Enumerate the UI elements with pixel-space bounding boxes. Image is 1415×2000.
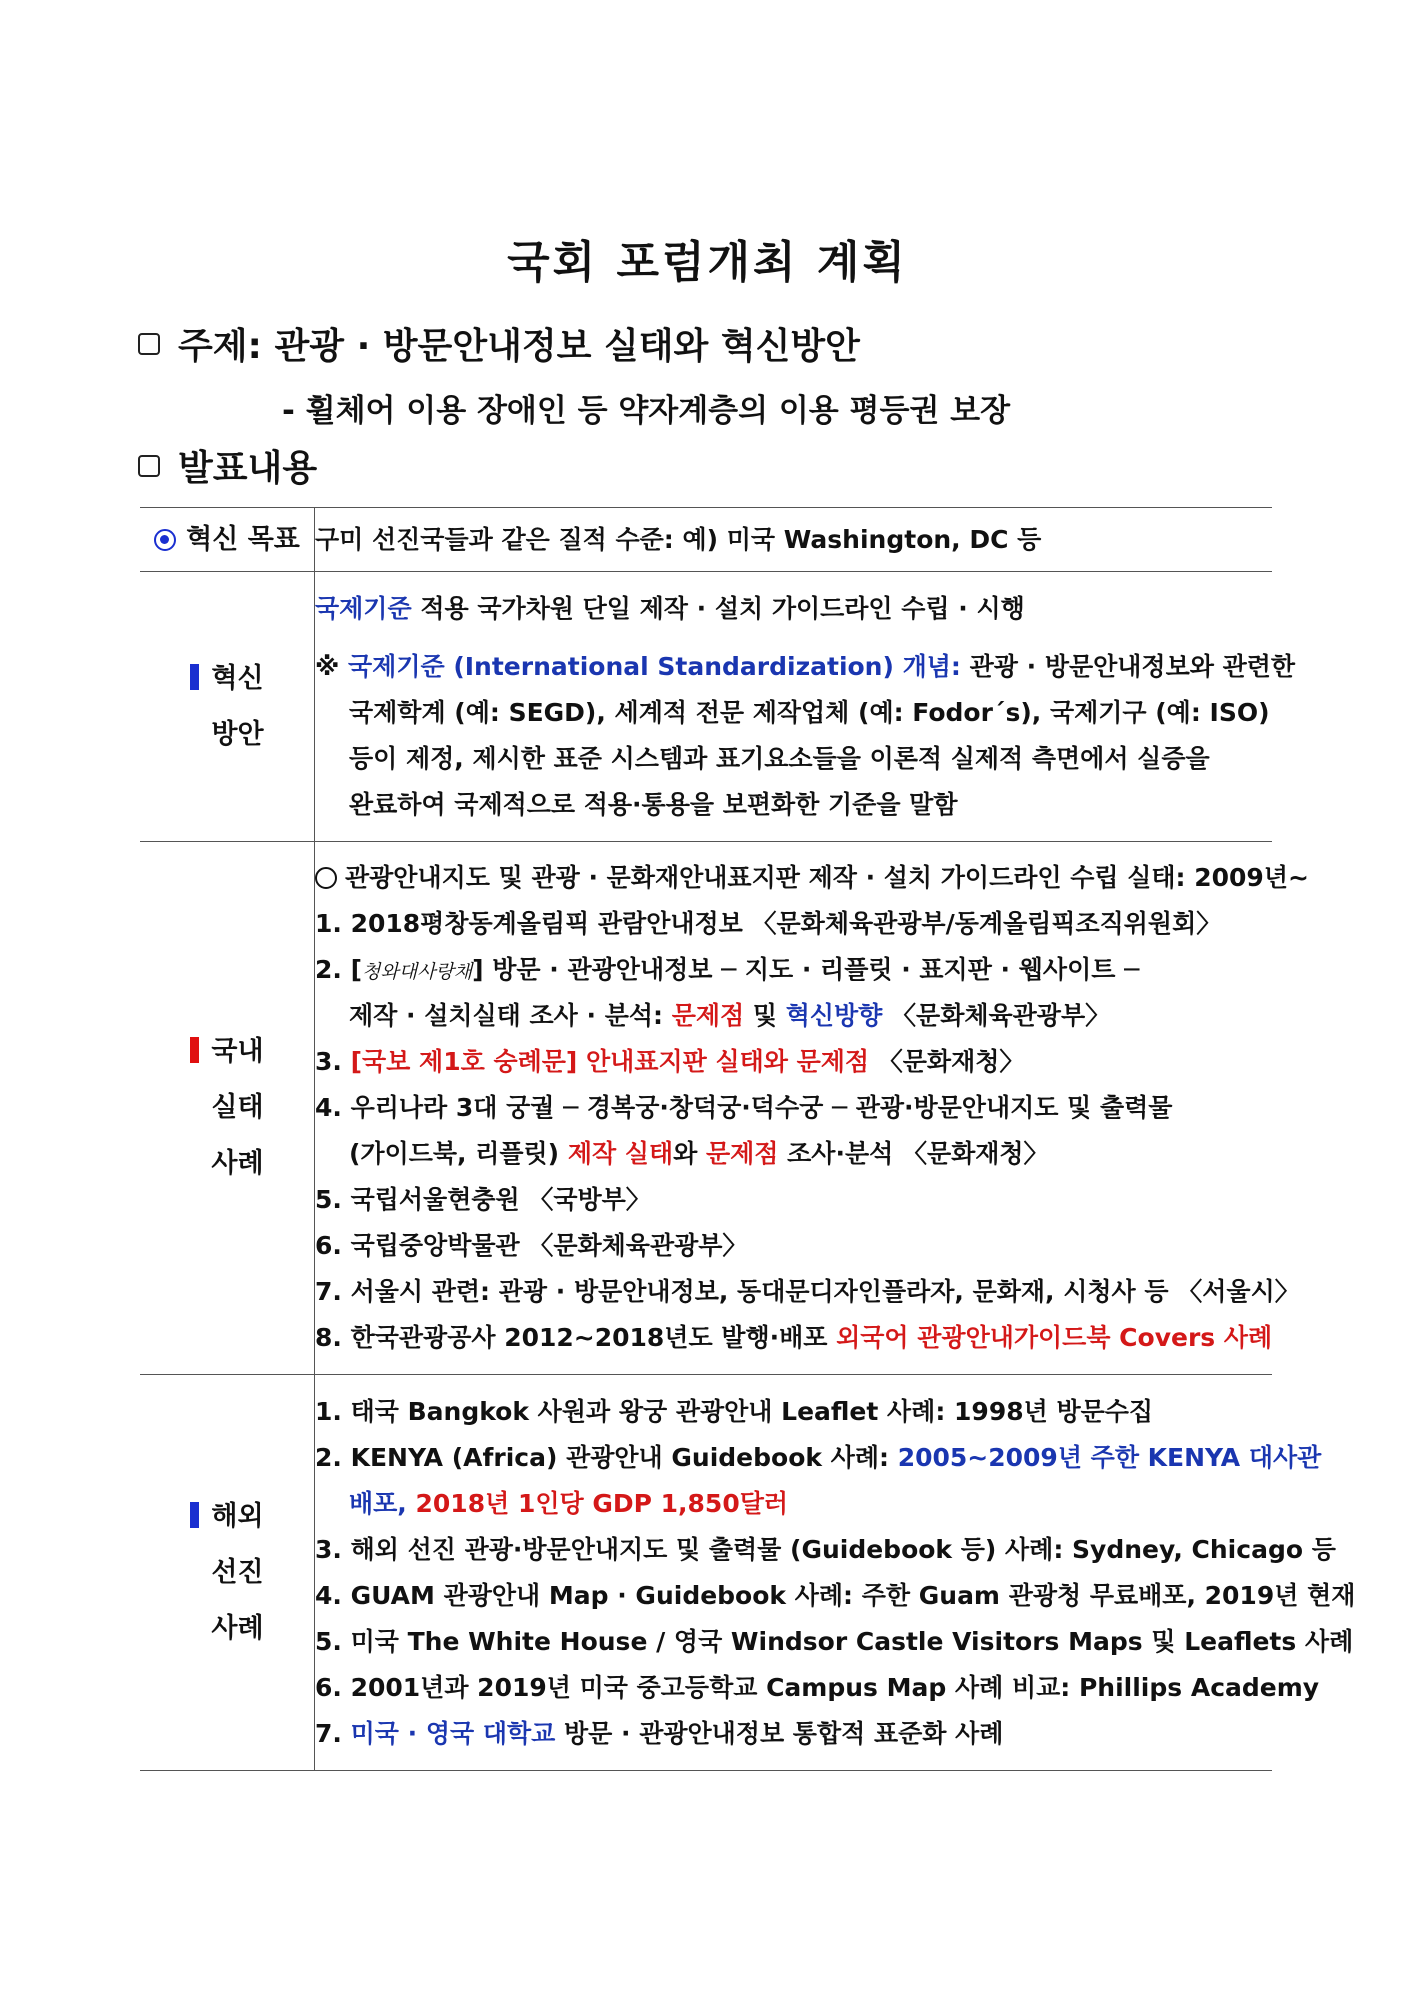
content-heading-text: 발표내용	[178, 448, 318, 489]
checkbox-icon	[138, 333, 160, 355]
plan-label-2: 방안	[211, 718, 264, 750]
plan-label-cell	[140, 572, 315, 842]
list-item: 제작 · 설치실태 조사 · 분석: 문제점 및 혁신방향 〈문화체육관광부〉	[349, 1001, 1111, 1030]
list-item: (가이드북, 리플릿) 제작 실태와 문제점 조사·분석 〈문화재청〉	[349, 1139, 1049, 1168]
table-row-plan	[140, 572, 1272, 842]
goal-label: 혁신 목표	[186, 523, 300, 555]
note-mark: ※	[315, 651, 349, 681]
topic-heading	[138, 318, 860, 369]
domestic-head	[315, 855, 1309, 901]
plan-content-cell	[315, 572, 1296, 842]
list-item: 6. 2001년과 2019년 미국 중고등학교 Campus Map 사례 비교: Phillips Academy	[315, 1672, 1320, 1702]
list-item: 1. 태국 Bangkok 사원과 왕궁 관광안내 Leaflet 사례: 1998년 방문수집	[315, 1396, 1154, 1426]
goal-label-cell	[140, 508, 315, 572]
content-heading	[138, 440, 317, 491]
radio-bullet-icon	[154, 529, 176, 551]
list-item: 7. 미국 · 영국 대학교 방문 · 관광안내정보 통합적 표준화 사례	[315, 1718, 1004, 1748]
list-item: 6. 국립중앙박물관 〈문화체육관광부〉	[315, 1231, 748, 1260]
overseas-label-2: 선진	[211, 1556, 264, 1588]
plan-line-1	[315, 586, 1272, 632]
blue-bar-icon	[190, 664, 199, 690]
plan-note-line-3: 등이 제정, 제시한 표준 시스템과 표기요소들을 이론적 실제적 측면에서 실증을	[349, 743, 1210, 773]
circle-bullet-icon	[315, 867, 337, 889]
topic-text: 주제: 관광 · 방문안내정보 실태와 혁신방안	[178, 326, 860, 367]
red-bar-icon	[190, 1037, 199, 1063]
plan-note-line-2: 국제학계 (예: SEGD), 세계적 전문 제작업체 (예: Fodor´s), 국제기구 (예: ISO)	[349, 697, 1270, 727]
list-item: 4. GUAM 관광안내 Map · Guidebook 사례: 주한 Guam 관광청 무료배포, 2019년 현재	[315, 1580, 1356, 1610]
list-item: 7. 서울시 관련: 관광 · 방문안내정보, 동대문디자인플라자, 문화재, 시청사 등 〈서울시〉	[315, 1277, 1300, 1306]
plan-line-1-highlight: 국제기준	[315, 593, 412, 623]
plan-table	[140, 507, 1356, 1771]
topic-subtitle: - 휠체어 이용 장애인 등 약자계층의 이용 평등권 보장	[282, 393, 1011, 429]
list-item: 2. KENYA (Africa) 관광안내 Guidebook 사례: 2005~2009년 주한 KENYA 대사관	[315, 1442, 1322, 1472]
list-item: 2. [청와대사랑채] 방문 · 관광안내정보 ─ 지도 · 리플릿 · 표지판 · 웹사이트 ─	[315, 955, 1140, 984]
table-row-overseas	[140, 1375, 1272, 1771]
plan-label-1: 혁신	[211, 662, 264, 694]
note-highlight: 국제기준 (International Standardization) 개념:	[348, 651, 961, 681]
goal-content-cell	[315, 508, 1273, 572]
plan-note-line-4: 완료하여 국제적으로 적용·통용을 보편화한 기준을 말함	[349, 789, 958, 819]
overseas-label-3: 사례	[211, 1612, 264, 1644]
list-item: 5. 미국 The White House / 영국 Windsor Castle Visitors Maps 및 Leaflets 사례	[315, 1626, 1354, 1656]
list-item: 3. [국보 제1호 숭례문] 안내표지판 실태와 문제점 〈문화재청〉	[315, 1047, 1025, 1076]
note-text: 관광 · 방문안내정보와 관련한	[960, 651, 1296, 681]
overseas-content-cell	[315, 1375, 1356, 1771]
table-row-domestic	[140, 842, 1272, 1375]
handwritten-logo: 청와대사랑채	[362, 961, 473, 983]
list-item: 8. 한국관광공사 2012~2018년도 발행·배포 외국어 관광안내가이드북 Covers 사례	[315, 1323, 1273, 1352]
domestic-label-2: 실태	[211, 1092, 264, 1123]
list-item: 4. 우리나라 3대 궁궐 ─ 경복궁·창덕궁·덕수궁 ─ 관광·방문안내지도 및 출력물	[315, 1093, 1173, 1122]
domestic-label-1: 국내	[211, 1036, 264, 1067]
list-item: 3. 해외 선진 관광·방문안내지도 및 출력물 (Guidebook 등) 사례: Sydney, Chicago 등	[315, 1534, 1336, 1564]
blue-bar-icon	[190, 1502, 199, 1528]
domestic-content-cell	[315, 842, 1309, 1375]
list-item: 1. 2018평창동계올림픽 관람안내정보 〈문화체육관광부/동계올림픽조직위원회〉	[315, 909, 1222, 938]
plan-note-line-1	[315, 644, 1296, 690]
domestic-label-cell	[140, 842, 315, 1375]
page-title: 국회 포럼개최 계획	[507, 237, 908, 288]
list-item: 배포, 2018년 1인당 GDP 1,850달러	[349, 1488, 789, 1518]
domestic-label-3: 사례	[211, 1148, 264, 1179]
plan-line-1-text: 적용 국가차원 단일 제작 · 설치 가이드라인 수립 · 시행	[411, 593, 1025, 623]
table-row-goal	[140, 508, 1272, 572]
overseas-label-cell	[140, 1375, 315, 1771]
list-item: 5. 국립서울현충원 〈국방부〉	[315, 1185, 651, 1214]
domestic-head-text: 관광안내지도 및 관광 · 문화재안내표지판 제작 · 설치 가이드라인 수립 실태: 2009년~	[345, 863, 1309, 892]
checkbox-icon	[138, 455, 160, 477]
goal-text: 구미 선진국들과 같은 질적 수준: 예) 미국 Washington, DC 등	[315, 524, 1042, 554]
overseas-label-1: 해외	[211, 1500, 264, 1532]
